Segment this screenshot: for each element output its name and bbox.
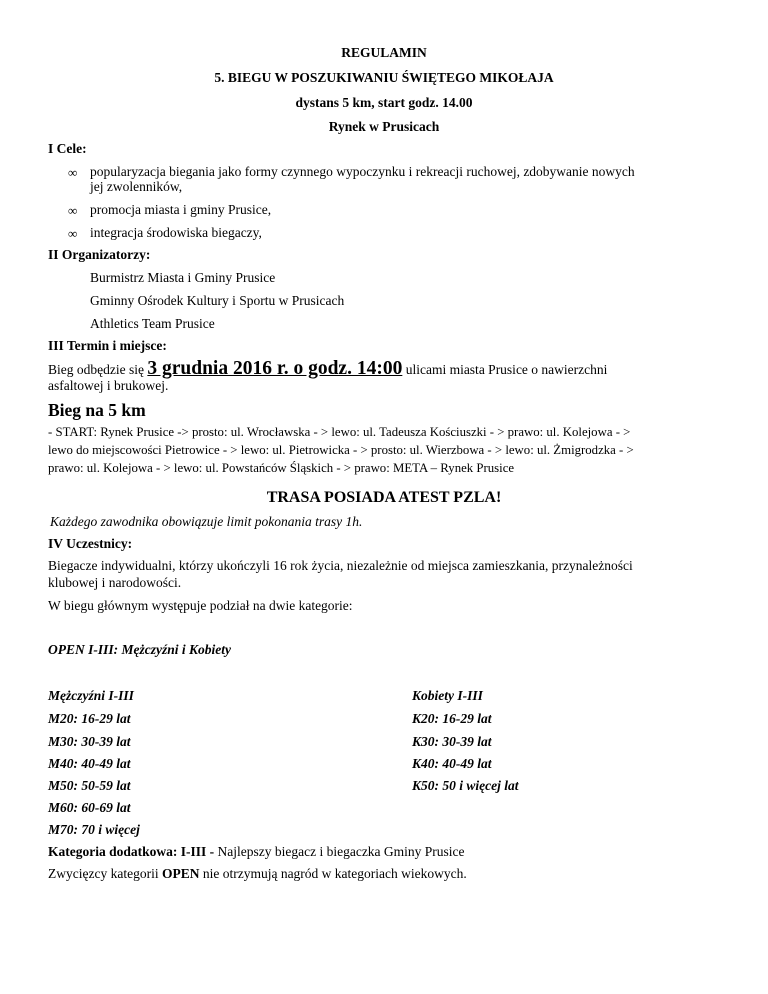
infinity-bullet-icon: ∞	[68, 203, 78, 218]
men-category: M20: 16-29 lat	[48, 711, 131, 726]
men-category: M70: 70 i więcej	[48, 822, 140, 837]
men-category: M40: 40-49 lat	[48, 756, 131, 771]
open-category-heading: OPEN I-III: Mężczyźni i Kobiety	[48, 642, 231, 657]
women-category: K30: 30-39 lat	[412, 734, 492, 749]
section-organizatorzy-heading: II Organizatorzy:	[48, 247, 151, 262]
extra-category-label: Kategoria dodatkowa: I-III -	[48, 844, 215, 859]
event-distance: dystans 5 km, start godz. 14.00	[295, 95, 473, 110]
termin-line2: asfaltowej i brukowej.	[48, 378, 169, 393]
event-title: 5. BIEGU W POSZUKIWANIU ŚWIĘTEGO MIKOŁAJA	[214, 70, 554, 85]
route-line-3: prawo: ul. Kolejowa - > lewo: ul. Powstańców Śląskich - > prawo: META – Rynek Prusice	[48, 461, 515, 475]
women-category: K20: 16-29 lat	[412, 711, 492, 726]
infinity-bullet-icon: ∞	[68, 165, 78, 180]
cele-item-2: promocja miasta i gminy Prusice,	[90, 202, 272, 217]
time-limit-notice: Każdego zawodnika obowiązuje limit pokonania trasy 1h.	[50, 514, 363, 529]
men-category: M50: 50-59 lat	[48, 778, 131, 793]
route-line-1: - START: Rynek Prusice -> prosto: ul. Wrocławska - > lewo: ul. Tadeusza Kościuszki - > prawo: ul. Kolejowa - >	[48, 425, 631, 439]
termin-suffix: ulicami miasta Prusice o nawierzchni	[402, 362, 608, 377]
cele-item-1: popularyzacja biegania jako formy czynnego wypoczynku i rekreacji ruchowej, zdobywanie nowych	[90, 164, 635, 179]
participants-line2: klubowej i narodowości.	[48, 575, 182, 590]
winners-open: OPEN	[161, 866, 200, 881]
extra-category-line	[48, 843, 465, 860]
atest-notice: TRASA POSIADA ATEST PZLA!	[266, 489, 502, 506]
organizer-item: Athletics Team Prusice	[90, 316, 215, 331]
termin-prefix: Bieg odbędzie się	[48, 362, 148, 377]
winners-prefix: Zwycięzcy kategorii	[48, 866, 162, 881]
event-location: Rynek w Prusicach	[328, 119, 440, 134]
cele-item-1-cont: jej zwolenników,	[90, 179, 183, 194]
organizer-item: Gminny Ośrodek Kultury i Sportu w Prusicach	[90, 293, 345, 308]
section-cele-heading: I Cele:	[48, 141, 87, 156]
infinity-bullet-icon: ∞	[68, 226, 78, 241]
women-category-heading: Kobiety I-III	[412, 688, 483, 703]
winners-note	[48, 865, 467, 882]
section-termin-heading: III Termin i miejsce:	[48, 338, 167, 353]
men-category: M30: 30-39 lat	[48, 734, 131, 749]
event-date: 3 grudnia 2016 r. o godz. 14:00	[147, 358, 403, 379]
men-category: M60: 60-69 lat	[48, 800, 131, 815]
race-heading: Bieg na 5 km	[48, 400, 146, 420]
participants-line3: W biegu głównym występuje podział na dwie kategorie:	[48, 598, 353, 613]
winners-suffix: nie otrzymują nagród w kategoriach wiekowych.	[199, 866, 467, 881]
women-category: K40: 40-49 lat	[412, 756, 492, 771]
men-category-heading: Mężczyźni I-III	[48, 688, 134, 703]
organizer-item: Burmistrz Miasta i Gminy Prusice	[90, 270, 276, 285]
route-line-2: lewo do miejscowości Pietrowice - > lewo: ul. Pietrowicka - > prosto: ul. Wierzbowa - > lewo: ul. Żmigrodzka - >	[48, 443, 634, 457]
participants-line1: Biegacze indywidualni, którzy ukończyli 16 rok życia, niezależnie od miejsca zamieszkania, przynależności	[48, 558, 633, 573]
women-category: K50: 50 i więcej lat	[412, 778, 519, 793]
section-uczestnicy-heading: IV Uczestnicy:	[48, 536, 133, 551]
doc-title: REGULAMIN	[341, 45, 427, 60]
extra-category-text: Najlepszy biegacz i biegaczka Gminy Prusice	[214, 844, 465, 859]
cele-item-3: integracja środowiska biegaczy,	[90, 225, 262, 240]
